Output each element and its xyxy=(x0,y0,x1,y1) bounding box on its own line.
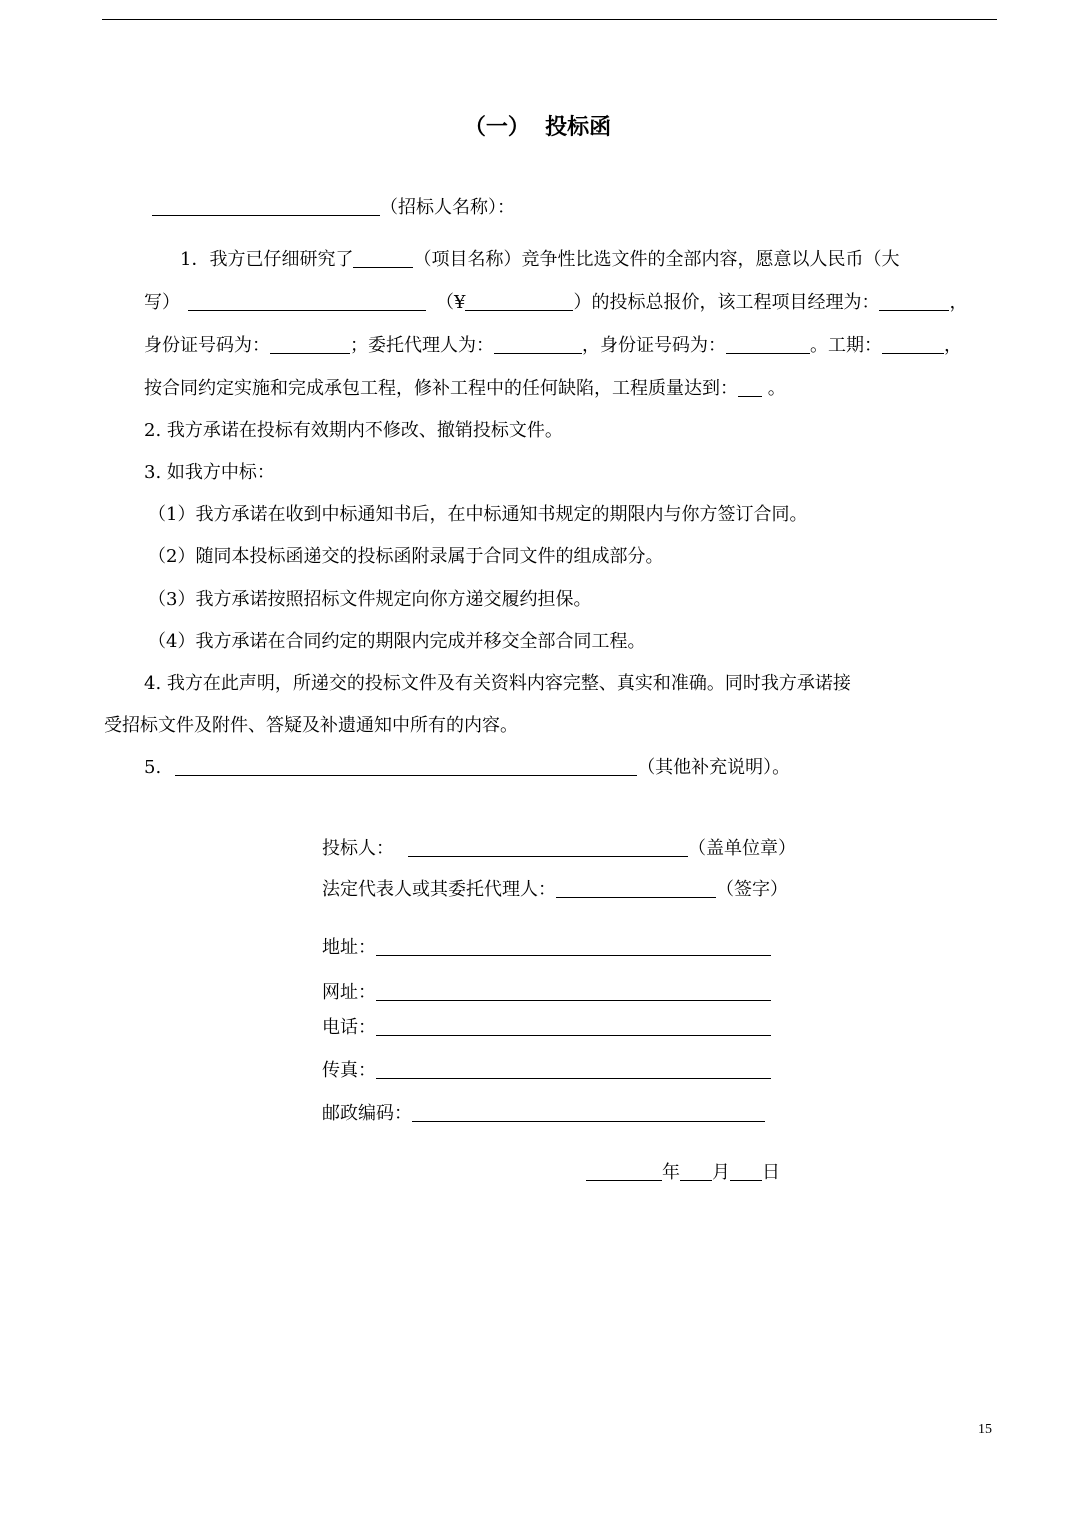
item1-text: ）的投标总报价，该工程项目经理为： xyxy=(573,292,880,313)
year-blank[interactable] xyxy=(586,1160,662,1181)
item1-text: 按合同约定实施和完成承包工程，修补工程中的任何缺陷，工程质量达到： xyxy=(144,378,738,399)
phone-blank[interactable] xyxy=(376,1015,771,1036)
addressee-line xyxy=(152,195,515,221)
item4-line2: 受招标文件及附件、答疑及补遗通知中所有的内容。 xyxy=(104,715,518,736)
representative-suffix: （签字） xyxy=(716,879,788,900)
agent-id-blank[interactable] xyxy=(726,333,810,354)
agent-blank[interactable] xyxy=(494,333,582,354)
item1-line3 xyxy=(144,333,962,359)
addressee-suffix: （招标人名称）： xyxy=(380,197,515,218)
item1-text: （¥ xyxy=(436,292,466,313)
website-label: 网址： xyxy=(322,982,376,1003)
postcode-line xyxy=(322,1101,765,1127)
item5-line xyxy=(144,755,790,781)
page-number: 15 xyxy=(978,1422,992,1437)
duration-blank[interactable] xyxy=(882,333,944,354)
phone-line xyxy=(322,1015,771,1041)
item1-text: ， xyxy=(949,292,968,313)
bidder-blank[interactable] xyxy=(408,836,688,857)
month-label: 月 xyxy=(712,1162,730,1183)
price-figure-blank[interactable] xyxy=(465,290,573,311)
item1-text: 。 xyxy=(762,378,786,399)
address-line xyxy=(322,935,771,961)
price-words-blank[interactable] xyxy=(188,290,426,311)
item5-suffix: （其他补充说明）。 xyxy=(637,757,791,778)
item1-text: 写） xyxy=(144,292,180,313)
quality-blank[interactable] xyxy=(738,376,762,397)
postcode-label: 邮政编码： xyxy=(322,1103,412,1124)
project-name-blank[interactable] xyxy=(353,247,413,268)
postcode-blank[interactable] xyxy=(412,1101,765,1122)
month-blank[interactable] xyxy=(680,1160,712,1181)
address-label: 地址： xyxy=(322,937,376,958)
item1-text: ，身份证号码为： xyxy=(582,335,726,356)
representative-line xyxy=(322,877,788,903)
address-blank[interactable] xyxy=(376,935,771,956)
fax-line xyxy=(322,1058,771,1084)
item1-line4 xyxy=(144,376,786,402)
item1-text: 。工期： xyxy=(810,335,882,356)
bidder-line xyxy=(322,836,796,862)
bidder-label: 投标人： xyxy=(322,838,394,859)
representative-label: 法定代表人或其委托代理人： xyxy=(322,879,556,900)
item4-line1: 4. 我方在此声明，所递交的投标文件及有关资料内容完整、真实和准确。同时我方承诺接 xyxy=(144,673,851,694)
sub-item-3: （3）我方承诺按照招标文件规定向你方递交履约担保。 xyxy=(148,589,592,610)
item1-text: ；委托代理人为： xyxy=(350,335,494,356)
sub-item-1: （1）我方承诺在收到中标通知书后，在中标通知书规定的期限内与你方签订合同。 xyxy=(148,504,808,525)
day-label: 日 xyxy=(762,1162,780,1183)
item1-text: ， xyxy=(944,335,962,356)
fax-label: 传真： xyxy=(322,1060,376,1081)
id-number-blank[interactable] xyxy=(270,333,350,354)
item3: 3. 如我方中标： xyxy=(144,462,275,483)
supplement-blank[interactable] xyxy=(175,755,637,776)
representative-blank[interactable] xyxy=(556,877,716,898)
phone-label: 电话： xyxy=(322,1017,376,1038)
item1-line1 xyxy=(180,247,899,273)
manager-blank[interactable] xyxy=(879,290,949,311)
item1-text: 身份证号码为： xyxy=(144,335,270,356)
sub-item-4: （4）我方承诺在合同约定的期限内完成并移交全部合同工程。 xyxy=(148,631,646,652)
item1-text: 1．我方已仔细研究了 xyxy=(180,249,354,270)
year-label: 年 xyxy=(662,1162,680,1183)
bidder-suffix: （盖单位章） xyxy=(688,838,796,859)
date-line xyxy=(586,1160,780,1186)
website-line xyxy=(322,980,771,1006)
item1-text: （项目名称）竞争性比选文件的全部内容，愿意以人民币（大 xyxy=(413,249,900,270)
item5-number: 5. xyxy=(144,757,162,778)
fax-blank[interactable] xyxy=(376,1058,771,1079)
sub-item-2: （2）随同本投标函递交的投标函附录属于合同文件的组成部分。 xyxy=(148,546,664,567)
day-blank[interactable] xyxy=(730,1160,762,1181)
page-title: （一） 投标函 xyxy=(463,114,612,140)
item1-line2 xyxy=(144,290,967,316)
header-rule xyxy=(102,19,997,20)
tenderer-name-blank[interactable] xyxy=(152,195,380,216)
item2: 2. 我方承诺在投标有效期内不修改、撤销投标文件。 xyxy=(144,420,563,441)
website-blank[interactable] xyxy=(376,980,771,1001)
